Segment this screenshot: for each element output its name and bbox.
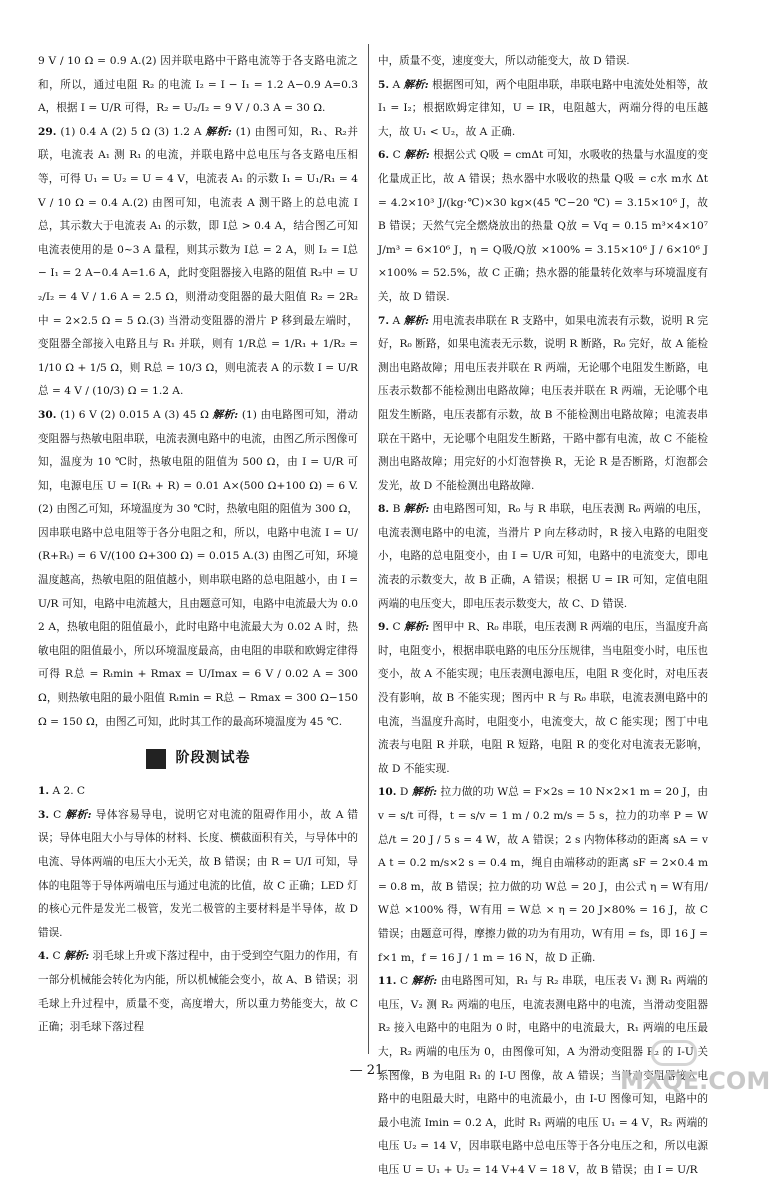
answer-7 [378,310,708,499]
question-number: 11. [378,975,397,988]
answer-head: A [392,314,401,327]
watermark-logo [620,1040,770,1098]
analysis-label: 解析: [63,950,90,963]
answer-head: C [400,975,409,988]
left-column [38,50,358,1040]
analysis-text: (1) 由电路图可知，滑动变阻器与热敏电阻串联，电流表测电路中的电流，由图乙所示图像可知，温度为 10 ℃时，热敏电阻的阻值为 500 Ω，由 I = U/R 可知，电源电压 U = I(Rₜ + R) = 0.01 A×(500 Ω+100 Ω) = 6 V.(2) 由图乙可知，环境温度为 30 ℃时，热敏电阻的阻值为 300 Ω，因串联电路中总电阻等于各分电阻之和，所以，电路中电流 I = U/(R+Rₜ) = 6 V/(100 Ω+300 Ω) = 0.015 A.(3) 由图乙可知，环境温度越高，热敏电阻的阻值越小，则串联电路的总电阻越小，由 I = U/R 可知，电路中电流越大，且由题意可知，电路中电流最大为 0.02 A，热敏电阻的阻值最小，此时电路中电流最大为 0.02 A 时，热敏电阻的阻值最小，所以环境温度最高，由电阻的串联和欧姆定律得可得 R总 = Rₜmin + Rmax = U/Imax = 6 V / 0.02 A = 300 Ω，则热敏电阻的最小阻值 Rₜmin = R总 − Rmax = 300 Ω−150 Ω = 150 Ω，由图乙可知，此时其工作的最高环境温度为 45 ℃. [38,408,359,728]
answer-continuation: 9 V / 10 Ω = 0.9 A.(2) 因并联电路中干路电流等于各支路电流之和，所以，通过电阻 R₂ 的电流 I₂ = I − I₁ = 1.2 A−0.9 A=0.3 A，根据 I = U/R 可得，R₂ = U₂/I₂ = 9 V / 0.3 A = 30 Ω. [38,55,358,115]
question-number: 5. [378,78,390,91]
watermark-text: MXQE.COM [620,1067,770,1095]
section-header [38,744,358,774]
answer-30 [38,404,358,734]
answer-head: A 2. C [52,785,86,798]
answer-head: C [392,621,401,634]
analysis-text: 由电路图可知，R₀ 与 R 串联，电压表测 R₀ 两端的电压，电流表测电路中的电流，当滑片 P 向左移动时，R 接入电路的电阻变小，电路的总电阻变小，由 I = U/R 可知，电路中的电流变大，即电流表的示数变大，故 B 正确，A 错误；根据 U = IR 可知，定值电阻两端的电压变大，即电压表示数变大，故 C、D 错误. [378,503,709,610]
section-marker-icon [146,749,166,769]
analysis-label: 解析: [403,78,429,91]
answer-29 [38,121,358,404]
analysis-text: 羽毛球上升或下落过程中，由于受到空气阻力的作用，有一部分机械能会转化为内能，所以机械能会变小，故 A、B 错误；羽毛球上升过程中，质量不变，高度增大，所以重力势能变大，故 C 正确；羽毛球下落过程 [38,950,359,1034]
analysis-label: 解析: [65,808,92,821]
answer-continuation: 中，质量不变，速度变大，所以动能变大，故 D 错误. [378,55,630,67]
analysis-text: 根据公式 Q吸 = cmΔt 可知，水吸收的热量与水温度的变化量成正比，故 A 错误；热水器中水吸收的热量 Q吸 = c水 m水 Δt = 4.2×10³ J/(kg·℃)×30 kg×(45 ℃−20 ℃) = 3.15×10⁶ J，故 B 错误；天然气完全燃烧放出的热量 Q放 = Vq = 0.15 m³×4×10⁷ J/m³ = 6×10⁶ J，η = Q吸/Q放 ×100% = 3.15×10⁶ J / 6×10⁶ J ×100% = 52.5%，故 C 正确；热水器的能量转化效率与环境温度有关，故 D 错误. [378,149,709,303]
analysis-label: 解析: [403,621,430,634]
answer-5 [378,74,708,145]
question-number: 10. [378,786,397,799]
page-number: — 21 — [349,1063,401,1078]
answer-1-2 [38,780,358,804]
analysis-text: 拉力做的功 W总 = F×2s = 10 N×2×1 m = 20 J，由 v = s/t 可得，t = s/v = 1 m / 0.2 m/s = 5 s，拉力的功率 P = W总/t = 20 J / 5 s = 4 W，故 A 错误；2 s 内物体移动的距离 sA = vA t = 0.2 m/s×2 s = 0.4 m，绳自由端移动的距离 sF = 2×0.4 m = 0.8 m，故 B 错误；拉力做的功 W总 = 20 J，由公式 η = W有用/W总 ×100% 得，W有用 = W总 × η = 20 J×80% = 16 J，故 C 错误；由题意可得，摩擦力做的功为有用功，W有用 = fs，即 16 J = f×1 m，f = 16 J / 1 m = 16 N，故 D 正确. [378,786,709,964]
analysis-text: (1) 由图可知，R₁、R₂并联，电流表 A₁ 测 R₁ 的电流，并联电路中总电压与各支路电压相等，可得 U₁ = U₂ = U = 4 V，电流表 A₁ 的示数 I₁ = U₁/R₁ = 4 V / 10 Ω = 0.4 A.(2) 由图可知，电流表 A 测干路上的总电流 I总，其示数大于电流表 A₁ 的示数，即 I总 > 0.4 A，结合图乙可知电流表使用的是 0~3 A 量程，则其示数为 I总 = 2 A，则 I₂ = I总 − I₁ = 2 A−0.4 A=1.6 A，此时变阻器接入电路的阻值 R₂中 = U₂/I₂ = 4 V / 1.6 A = 2.5 Ω，则滑动变阻器的最大阻值 R₂ = 2R₂中 = 2×2.5 Ω = 5 Ω.(3) 当滑动变阻器的滑片 P 移到最左端时，变阻器全部接入电路且与 R₁ 并联，则有 1/R总 = 1/R₁ + 1/R₂ = 1/10 Ω + 1/5 Ω，则 R总 = 10/3 Ω，则电流表 A 的示数 I = U/R总 = 4 V / (10/3) Ω = 1.2 A. [38,125,358,398]
answer-9 [378,616,708,781]
analysis-text: 由电路图可知，R₁ 与 R₂ 串联，电压表 V₁ 测 R₁ 两端的电压，V₂ 测 R₂ 两端的电压，电流表测电路中的电流，当滑动变阻器 R₂ 接入电路中的电阻为 0 时，电路中的电流最大，R₁ 两端的电压最大，R₂ 两端的电压为 0，由图像可知，A 为滑动变阻器 R₂ 的 I-U 关系图像，B 为电阻 R₁ 的 I-U 图像，故 A 错误；当滑动变阻器接入电路中的电阻最大时，电路中的电流最小，由 I-U 图像可知，电路中的最小电流 Imin = 0.2 A，此时 R₁ 两端的电压 U₁ = 4 V，R₂ 两端的电压 U₂ = 14 V，因串联电路中总电压等于各分电压之和，所以电源电压 U = U₁ + U₂ = 14 V+4 V = 18 V，故 B 错误；由 I = U/R [378,975,709,1176]
question-number: 4. [38,950,50,963]
answer-3 [38,804,358,946]
analysis-text: 导体容易导电，说明它对电流的阻碍作用小，故 A 错误；导体电阻大小与导体的材料、长度、横截面积有关，与导体中的电流、导体两端的电压大小无关，故 B 错误；由 R = U/I 可知，导体的电阻等于导体两端电压与通过电流的比值，故 C 正确；LED 灯的核心元件是发光二极管，发光二极管的主要材料是半导体，故 D 错误. [38,808,358,939]
answer-head: A [392,78,401,91]
watermark-ring-icon [651,1040,697,1066]
answer-head: (1) 0.4 A (2) 5 Ω (3) 1.2 A [60,125,202,138]
analysis-text: 用电流表串联在 R 支路中，如果电流表有示数，说明 R 完好，R₀ 断路，如果电流表无示数，说明 R 断路，R₀ 完好，故 A 能检测出电路故障；用电压表并联在 R 两端，无论哪个电阻发生断路，电压表示数都不能检测出电路故障；电压表并联在 R 两端，无论哪个电阻发生断路，电压表都有示数，故 B 不能检测出电路故障；电流表串联在干路中，无论哪个电阻发生断路，干路中都有电流，故 C 不能检测出电路故障；用完好的小灯泡替换 R，无论 R 是否断路，灯泡都会发光，故 D 不能检测出电路故障. [378,314,708,492]
question-number: 6. [378,149,390,162]
section-title: 阶段测试卷 [175,750,251,767]
analysis-label: 解析: [411,786,438,799]
question-number: 3. [38,808,50,821]
question-number: 9. [378,621,390,634]
answer-head: C [53,808,62,821]
answer-10 [378,781,708,970]
answer-6 [378,144,708,309]
analysis-label: 解析: [212,408,239,421]
answer-head: D [399,786,409,799]
analysis-label: 解析: [404,149,430,162]
question-number: 30. [38,408,57,421]
answer-head: C [52,950,61,963]
analysis-text: 根据图可知，两个电阻串联，串联电路中电流处处相等，故 I₁ = I₂；根据欧姆定律知，U = IR，电阻越大，两端分得的电压越大，故 U₁ < U₂，故 A 正确. [378,78,708,138]
question-number: 8. [378,503,390,516]
question-number: 1. [38,785,50,798]
question-number: 7. [378,314,390,327]
column-divider [368,44,369,1054]
question-number: 29. [38,125,57,138]
analysis-label: 解析: [411,975,438,988]
analysis-text: 图甲中 R、R₀ 串联，电压表测 R 两端的电压，当温度升高时，电阻变小，根据串联电路的电压分压规律，当电阻变小时，电压也变小，故 A 不能实现；电压表测电源电压，电阻 R 变化时，对电压表没有影响，故 B 不能实现；图丙中 R 与 R₀ 串联，电流表测电路中的电流，当温度升高时，电阻变小，电流变大，故 C 能实现；图丁中电流表与电阻 R 并联，电阻 R 短路，电阻 R 的变化对电流表无影响，故 D 不能实现. [378,621,708,775]
right-column [378,50,708,1183]
answer-head: B [392,503,401,516]
answer-8 [378,498,708,616]
answer-head: C [392,149,401,162]
analysis-label: 解析: [403,314,429,327]
analysis-label: 解析: [403,503,430,516]
answer-4 [38,945,358,1039]
analysis-label: 解析: [205,125,232,138]
answer-head: (1) 6 V (2) 0.015 A (3) 45 Ω [60,408,209,421]
